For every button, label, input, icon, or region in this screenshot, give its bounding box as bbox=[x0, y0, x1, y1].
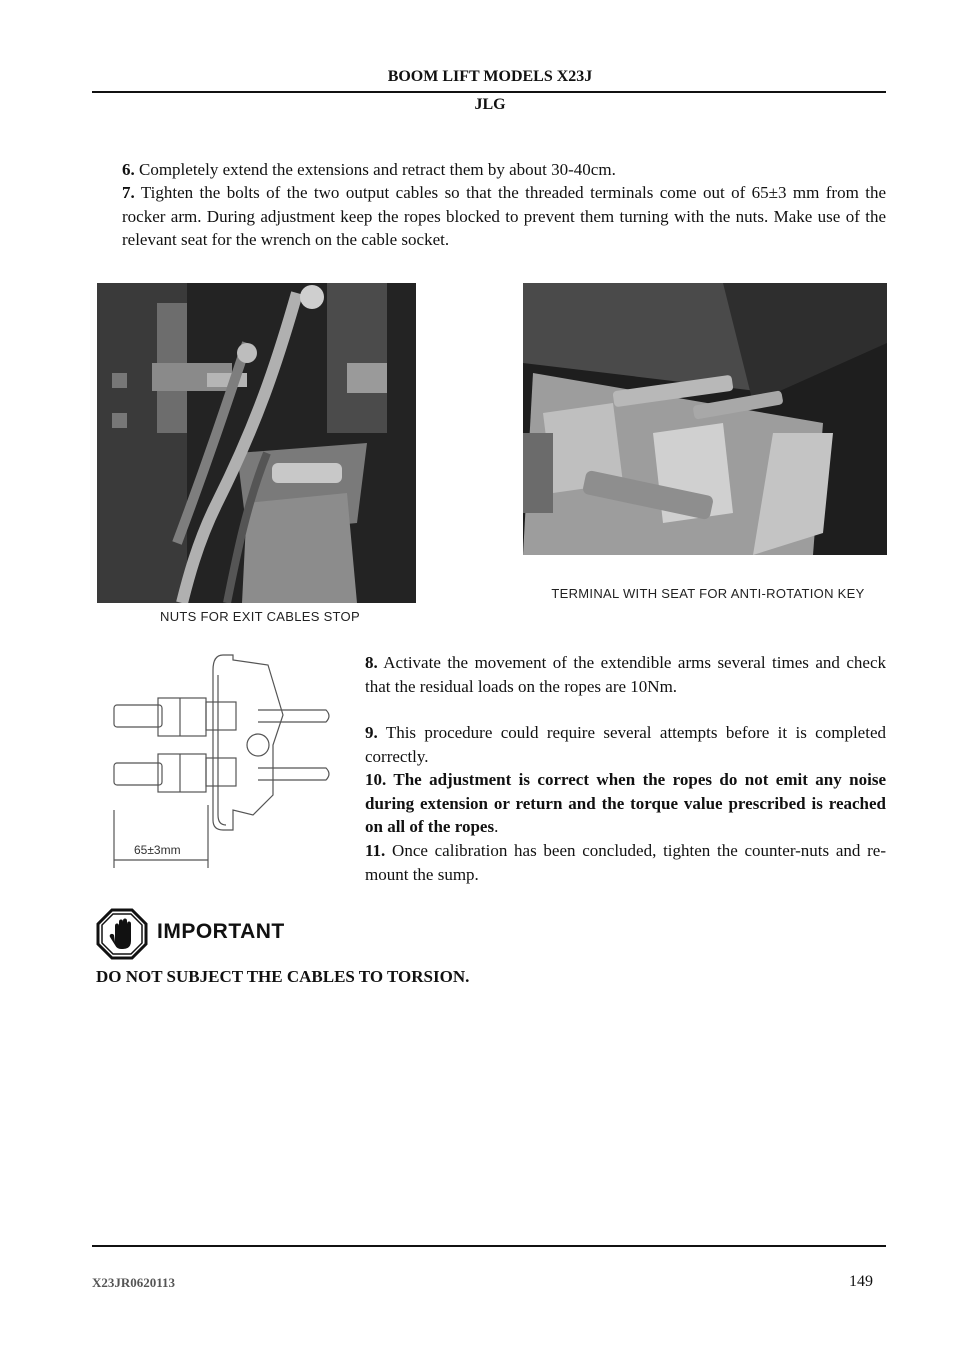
step-suffix: . bbox=[494, 817, 499, 836]
step-text: Activate the movement of the extendible arms several times and check that the residual loads on the ropes are 10Nm. bbox=[365, 653, 886, 696]
step-number: 10. bbox=[365, 770, 387, 789]
left-figure-caption: NUTS FOR EXIT CABLES STOP bbox=[160, 609, 360, 624]
step-number: 6. bbox=[122, 160, 135, 179]
right-figure-caption: TERMINAL WITH SEAT FOR ANTI-ROTATION KEY bbox=[551, 586, 865, 601]
step-number: 11. bbox=[365, 841, 386, 860]
step-number: 8. bbox=[365, 653, 378, 672]
terminal-diagram-drawing bbox=[108, 650, 336, 870]
step-10 bbox=[365, 768, 886, 839]
step-7 bbox=[122, 181, 886, 252]
header-rule bbox=[92, 91, 886, 93]
page-header-title: BOOM LIFT MODELS X23J bbox=[387, 68, 593, 85]
step-8 bbox=[365, 651, 886, 698]
step-6 bbox=[122, 158, 886, 182]
page-number: 149 bbox=[849, 1273, 873, 1290]
step-text: The adjustment is correct when the ropes do not emit any noise during extension or return and the torque value prescribed is reached on all of the ropes bbox=[365, 770, 886, 836]
step-text: Completely extend the extensions and retract them by about 30-40cm. bbox=[134, 160, 616, 179]
step-number: 7. bbox=[122, 183, 135, 202]
terminal-diagram bbox=[108, 650, 336, 870]
photo-exit-cable-nuts bbox=[97, 283, 416, 603]
step-text: This procedure could require several attempts before it is completed correctly. bbox=[365, 723, 886, 766]
important-warning: DO NOT SUBJECT THE CABLES TO TORSION. bbox=[96, 967, 470, 986]
photo-illustration bbox=[97, 283, 416, 603]
document-code: X23JR0620113 bbox=[92, 1275, 176, 1290]
photo-illustration bbox=[523, 283, 887, 555]
footer-rule bbox=[92, 1245, 886, 1247]
step-9 bbox=[365, 721, 886, 768]
important-label: IMPORTANT bbox=[157, 920, 285, 943]
step-11 bbox=[365, 839, 886, 886]
stop-hand-icon bbox=[96, 908, 148, 960]
page-header-subtitle: JLG bbox=[474, 96, 506, 113]
step-number: 9. bbox=[365, 723, 378, 742]
step-text: Once calibration has been concluded, tighten the counter-nuts and re-mount the sump. bbox=[365, 841, 886, 884]
step-text: Tighten the bolts of the two output cables so that the threaded terminals come out of 65±3 mm from the rocker arm. During adjustment keep the ropes blocked to prevent them turning with the nuts. Make use of the relevant seat for the wrench on the cable socket. bbox=[122, 183, 886, 249]
photo-terminal-seat bbox=[523, 283, 887, 555]
dimension-label: 65±3mm bbox=[134, 843, 181, 857]
